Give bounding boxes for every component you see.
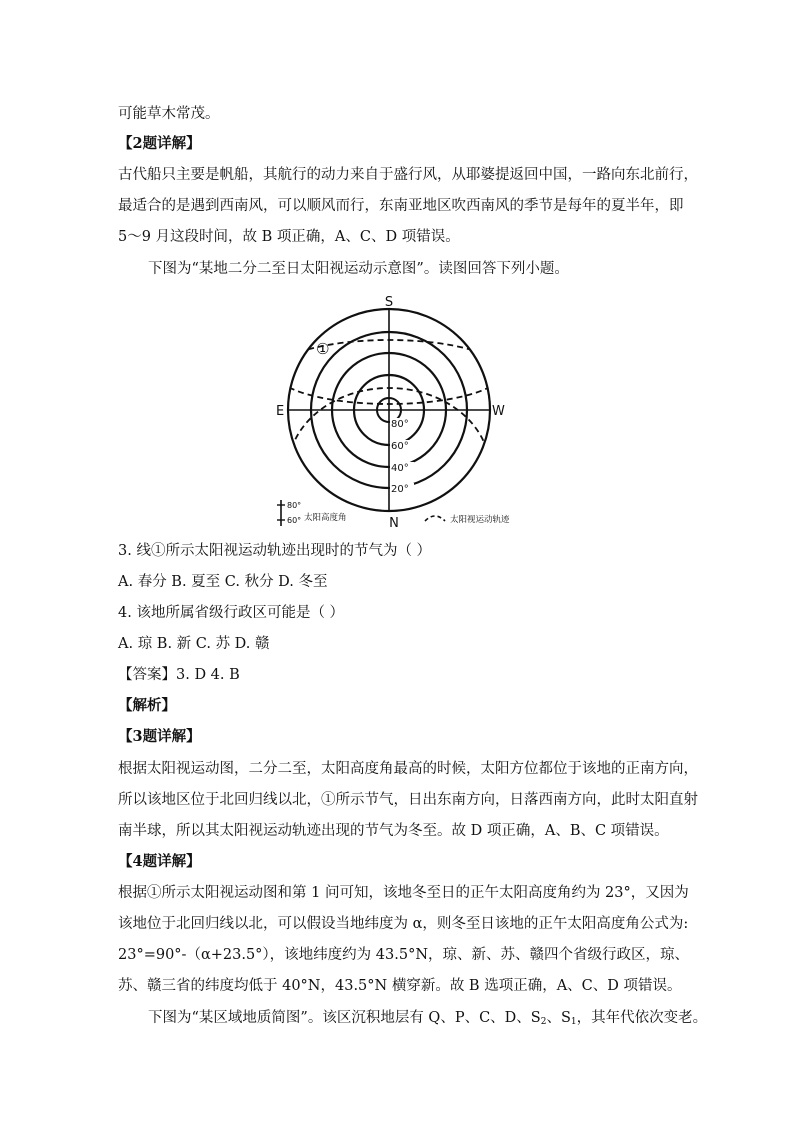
question-4-options: A. 琼 B. 新 C. 苏 D. 赣 bbox=[118, 636, 270, 652]
section-heading: 【解析】 bbox=[118, 697, 176, 714]
label-s: S bbox=[384, 295, 394, 310]
text-line: 可能草木常茂。 bbox=[118, 106, 220, 122]
text-line: 苏、赣三省的纬度均低于 40°N，43.5°N 横穿新。故 B 选项正确，A、C、D 项错误。 bbox=[118, 978, 682, 994]
text-line: 南半球，所以其太阳视运动轨迹出现的节气为冬至。故 D 项正确，A、B、C 项错误。 bbox=[118, 823, 669, 839]
answer-line: 【答案】3. D 4. B bbox=[118, 667, 240, 683]
text-line: 该地位于北回归线以北，可以假设当地纬度为 α，则冬至日该地的正午太阳高度角公式为: bbox=[118, 916, 689, 932]
svg-text:太阳高度角: 太阳高度角 bbox=[304, 513, 347, 523]
section-heading: 【3题详解】 bbox=[118, 728, 201, 745]
text-line: 5～9 月这段时间，故 B 项正确，A、C、D 项错误。 bbox=[118, 229, 460, 245]
label-80: 80° bbox=[391, 419, 409, 430]
text-line: 最适合的是遇到西南风，可以顺风而行，东南亚地区吹西南风的季节是每年的夏半年，即 bbox=[118, 198, 684, 214]
svg-text:太阳视运动轨迹: 太阳视运动轨迹 bbox=[450, 515, 510, 525]
section-heading: 【2题详解】 bbox=[118, 135, 201, 152]
question-4: 4. 该地所属省级行政区可能是（ ） bbox=[118, 605, 345, 621]
sun-path-diagram bbox=[268, 292, 558, 540]
label-40: 40° bbox=[391, 463, 409, 474]
text-line: 下图为“某区域地质简图”。该区沉积地层有 Q、P、C、D、$S_2$、$S_1$，其年代依次变老。 bbox=[148, 1010, 708, 1027]
label-20: 20° bbox=[391, 484, 409, 495]
svg-text:80°: 80° bbox=[287, 501, 302, 510]
text-line: 根据①所示太阳视运动图和第 1 问可知，该地冬至日的正午太阳高度角约为 23°，又因为 bbox=[118, 885, 689, 901]
text-line: 所以该地区位于北回归线以北，①所示节气，日出东南方向，日落西南方向，此时太阳直射 bbox=[118, 792, 698, 808]
text-line: 根据太阳视运动图，二分二至，太阳高度角最高的时候，太阳方位都位于该地的正南方向， bbox=[118, 761, 698, 777]
label-track-1: ① bbox=[316, 340, 330, 358]
svg-text:60°: 60° bbox=[287, 516, 302, 525]
label-n: N bbox=[389, 516, 399, 531]
label-60: 60° bbox=[391, 441, 409, 452]
text-line: 下图为“某地二分二至日太阳视运动示意图”。读图回答下列小题。 bbox=[148, 261, 569, 277]
label-w: W bbox=[492, 404, 505, 419]
question-3-options: A. 春分 B. 夏至 C. 秋分 D. 冬至 bbox=[118, 574, 328, 590]
legend-track bbox=[425, 514, 510, 525]
text-line: 23°=90°-（α+23.5°），该地纬度约为 43.5°N，琼、新、苏、赣四个省级行政区，琼、 bbox=[118, 947, 690, 963]
text-line: 古代船只主要是帆船，其航行的动力来自于盛行风，从耶婆提返回中国，一路向东北前行， bbox=[118, 167, 698, 183]
label-e: E bbox=[276, 404, 285, 419]
question-3: 3. 线①所示太阳视运动轨迹出现时的节气为（ ） bbox=[118, 543, 432, 559]
section-heading: 【4题详解】 bbox=[118, 853, 201, 870]
legend-altitude bbox=[277, 500, 347, 526]
